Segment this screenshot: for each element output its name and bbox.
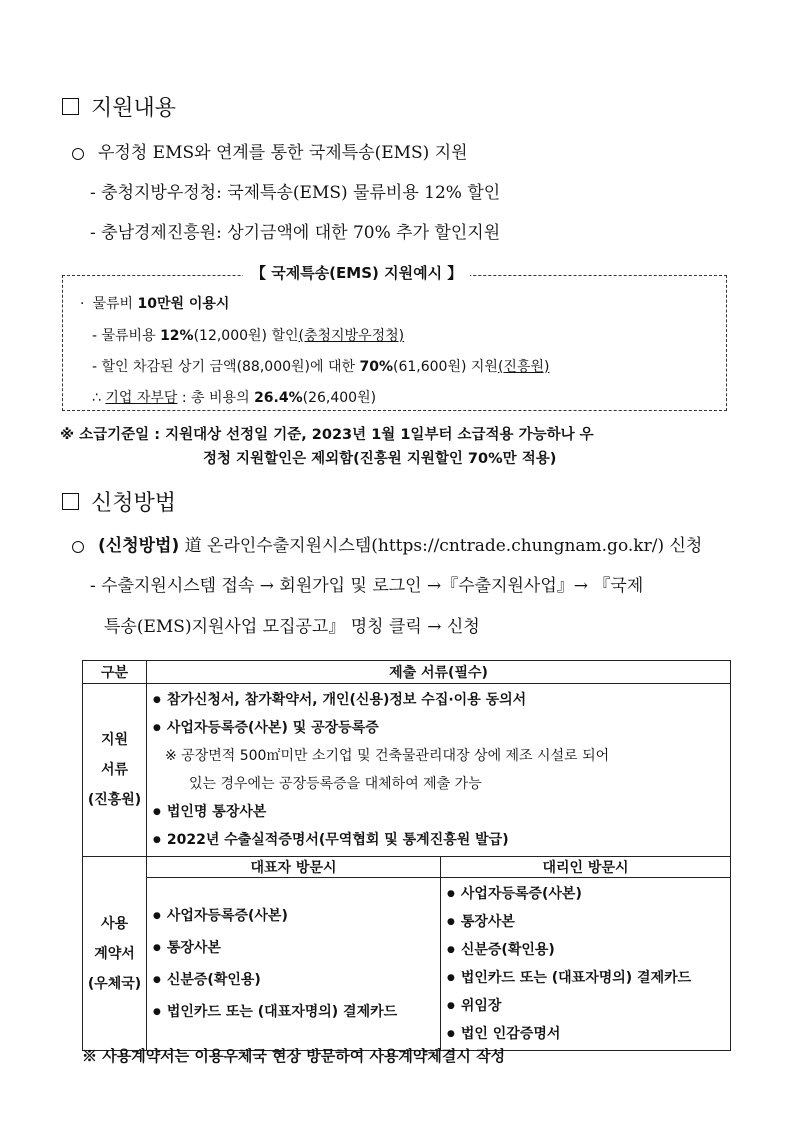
- table-header-row: [83, 661, 731, 684]
- agent-visit-list: [441, 878, 731, 1051]
- required-documents-table: [82, 660, 731, 1051]
- rep-visit-header: 대표자 방문시: [147, 857, 441, 878]
- example-line-2: - 물류비용 12%(12,000원) 할인(충청지방우정청): [92, 328, 405, 344]
- list-item: ● 참가신청서, 참가확약서, 개인(신용)정보 수집·이용 동의서: [153, 686, 730, 714]
- table-row-contract-subheader: [83, 857, 731, 878]
- table-row-support-docs: [83, 684, 731, 857]
- support-sub-item-2: - 충남경제진흥원: 상기금액에 대한 70% 추가 할인지원: [90, 223, 501, 243]
- table-row-contract-docs: [83, 878, 731, 1051]
- list-item: ● 통장사본: [447, 908, 730, 936]
- header-category: 구분: [83, 661, 147, 684]
- checkbox-square-icon: [62, 98, 79, 115]
- list-item: ● 사업자등록증(사본): [447, 880, 730, 908]
- factory-note-line-1: ※ 공장면적 500㎡미만 소기업 및 건축물관리대장 상에 제조 시설로 되어: [165, 748, 610, 764]
- example-box-title: 【 국제특송(EMS) 지원예시 】: [243, 262, 470, 283]
- circle-bullet-icon: [72, 541, 84, 553]
- example-line-1: · 물류비 10만원 이용시: [80, 296, 230, 312]
- example-line-3: - 할인 차감된 상기 금액(88,000원)에 대한 70%(61,600원) 지원(진흥원): [92, 359, 550, 375]
- list-item: ● 사업자등록증(사본): [153, 900, 440, 932]
- rep-visit-list: [147, 878, 441, 1051]
- notice-contract: ※ 사용계약서는 이용우체국 현장 방문하여 사용계약체결시 작성: [82, 1047, 506, 1065]
- small-dot-icon: ·: [80, 296, 85, 312]
- list-item: ● 2022년 수출실적증명서(무역협회 및 통계진흥원 발급): [153, 826, 730, 854]
- notice-retroactive-line-2: 정청 지원할인은 제외함(진흥원 지원할인 70%만 적용): [203, 451, 557, 467]
- circle-bullet-icon: [72, 148, 84, 160]
- list-item: ● 위임장: [447, 992, 730, 1020]
- list-item: ● 신분증(확인용): [447, 936, 730, 964]
- checkbox-square-icon: [62, 493, 79, 510]
- support-main-item: 우정청 EMS와 연계를 통한 국제특송(EMS) 지원: [72, 138, 468, 163]
- list-item: ● 신분증(확인용): [153, 964, 440, 996]
- category-contract: 사용 계약서 (우체국): [83, 857, 147, 1051]
- support-docs-list: [147, 684, 731, 857]
- section-title-text: 지원내용: [91, 96, 177, 121]
- category-support-docs: 지원 서류 (진흥원): [83, 684, 147, 857]
- section-title-support: [62, 91, 176, 122]
- section-title-text: 신청방법: [91, 491, 177, 516]
- agent-visit-header: 대리인 방문시: [441, 857, 731, 878]
- support-sub-item-1: - 충청지방우정청: 국제특송(EMS) 물류비용 12% 할인: [90, 183, 501, 203]
- factory-note-line-2: 있는 경우에는 공장등록증을 대체하여 제출 가능: [189, 776, 482, 792]
- header-documents: 제출 서류(필수): [147, 661, 731, 684]
- list-item: ● 법인카드 또는 (대표자명의) 결제카드: [153, 996, 440, 1028]
- apply-sub-line-1: - 수출지원시스템 접속 → 회원가입 및 로그인 →『수출지원사업』→ 『국제: [90, 576, 644, 596]
- list-item: ● 법인 인감증명서: [447, 1020, 730, 1048]
- example-line-4: ∴ 기업 자부담 : 총 비용의 26.4%(26,400원): [92, 390, 377, 406]
- apply-main-item: (신청방법) 道 온라인수출지원시스템(https://cntrade.chungnam.go.kr/) 신청: [72, 531, 702, 556]
- list-item: ● 통장사본: [153, 932, 440, 964]
- list-item: ● 법인카드 또는 (대표자명의) 결제카드: [447, 964, 730, 992]
- list-item: ● 사업자등록증(사본) 및 공장등록증: [153, 714, 730, 742]
- apply-sub-line-2: 특송(EMS)지원사업 모집공고』 명칭 클릭 → 신청: [104, 617, 480, 637]
- list-item: ● 법인명 통장사본: [153, 798, 730, 826]
- section-title-apply: [62, 486, 176, 517]
- notice-retroactive-line-1: ※ 소급기준일 : 지원대상 선정일 기준, 2023년 1월 1일부터 소급적용 가능하나 우: [60, 427, 594, 443]
